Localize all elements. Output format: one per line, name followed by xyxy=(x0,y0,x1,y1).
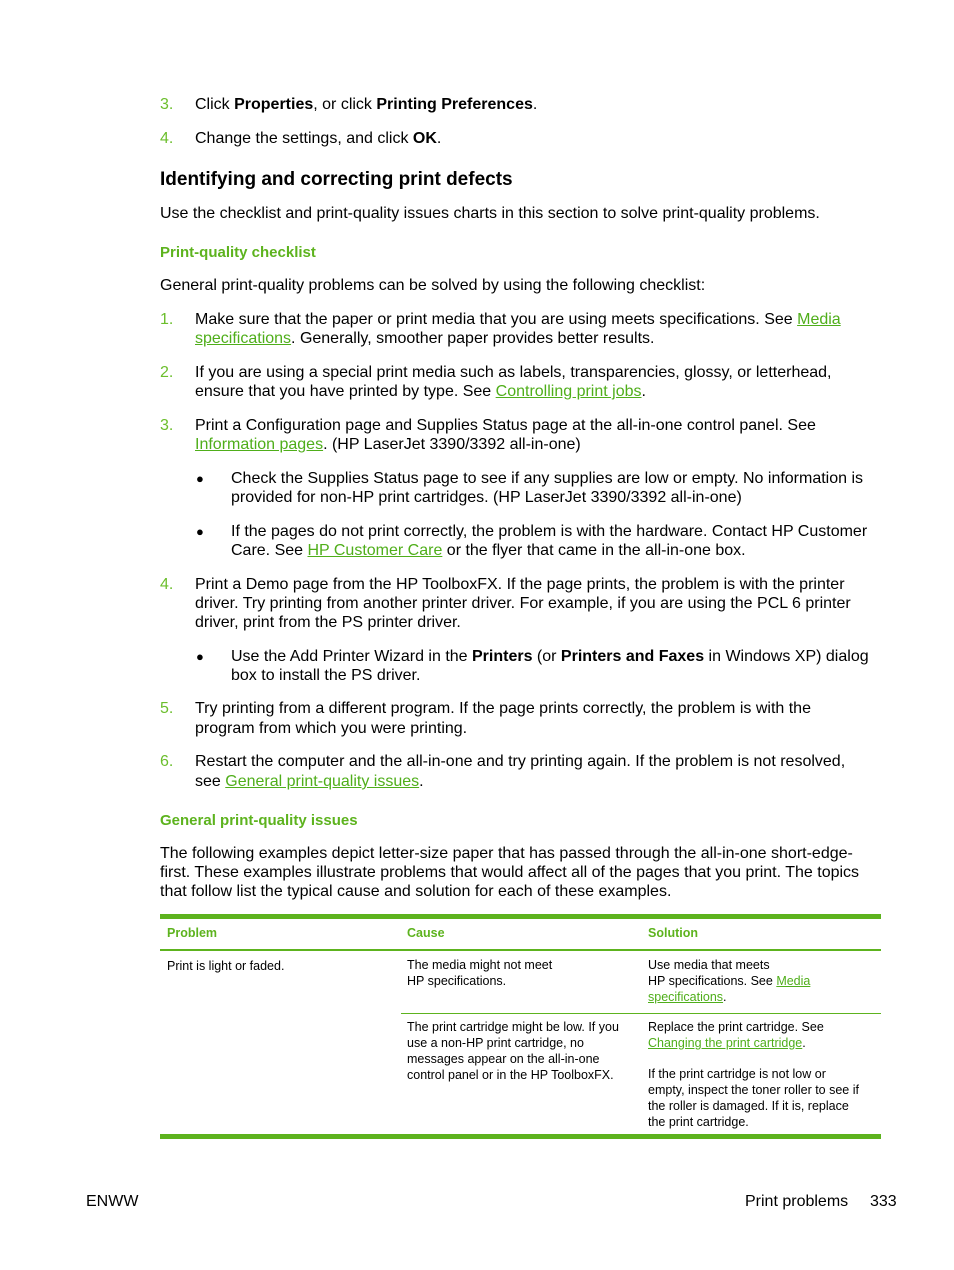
list-text: ensure that you have printed by type. See xyxy=(195,383,496,400)
cell-line: HP specifications. xyxy=(407,974,507,988)
bullet-text: (or xyxy=(532,648,561,665)
table-top-rule xyxy=(160,914,881,919)
general-print-quality-issues-link[interactable]: General print-quality issues xyxy=(225,773,420,790)
cell-text: HP specifications. See xyxy=(648,974,777,988)
ui-term: Printers xyxy=(472,648,533,665)
list-item-line: If you are using a special print media such as labels, transparencies, glossy, or letterhead, xyxy=(195,364,832,381)
media-specifications-link[interactable]: Media xyxy=(797,311,841,328)
list-number: 5. xyxy=(160,700,174,717)
cell-line: the print cartridge. xyxy=(648,1115,749,1129)
list-text: . xyxy=(419,773,424,790)
issues-title: General print-quality issues xyxy=(160,812,358,829)
cell-line: use a non-HP print cartridge, no xyxy=(407,1036,584,1050)
bullet-text: Care. See xyxy=(231,542,308,559)
page-number: 333 xyxy=(870,1193,897,1210)
checklist-intro: General print-quality problems can be solved by using the following checklist: xyxy=(160,277,706,294)
ui-term: Printers and Faxes xyxy=(560,648,705,665)
table-header-cause: Cause xyxy=(407,926,445,940)
table-header-solution: Solution xyxy=(648,926,698,940)
controlling-print-jobs-link[interactable]: Controlling print jobs xyxy=(495,383,642,400)
section-intro: Use the checklist and print-quality issues charts in this section to solve print-quality problems. xyxy=(160,205,820,222)
step-text xyxy=(195,129,441,148)
table-cell-cause xyxy=(407,957,552,989)
list-item-line: Print a Configuration page and Supplies Status page at the all-in-one control panel. See xyxy=(195,417,816,434)
step-number: 4. xyxy=(160,130,174,147)
bullet-text: Use the Add Printer Wizard in the xyxy=(231,648,472,665)
list-number: 1. xyxy=(160,311,174,328)
checklist-title: Print-quality checklist xyxy=(160,244,316,261)
table-cell-problem: Print is light or faded. xyxy=(167,959,285,973)
issues-paragraph-line: first. These examples illustrate problems that would affect all of the pages that you print. The topics xyxy=(160,864,860,881)
cell-line: empty, inspect the toner roller to see if xyxy=(648,1083,859,1097)
step-text xyxy=(195,95,537,114)
bullet-line xyxy=(231,647,869,666)
footer-section: Print problems xyxy=(745,1193,849,1210)
list-text: . xyxy=(641,383,646,400)
issues-paragraph-line: that follow list the typical cause and solution for each of these examples. xyxy=(160,883,672,900)
issues-paragraph-line: The following examples depict letter-size paper that has passed through the all-in-one short-edge- xyxy=(160,845,853,862)
list-item-line: driver. Try printing from another printer driver. For example, if you are using the PCL 6 printer xyxy=(195,595,851,612)
bullet-line xyxy=(231,541,746,560)
cell-line xyxy=(648,1035,859,1051)
list-text: Make sure that the paper or print media that you are using meets specifications. See xyxy=(195,311,798,328)
media-specifications-link[interactable]: Media xyxy=(776,974,811,988)
list-item-line xyxy=(195,310,841,329)
list-number: 2. xyxy=(160,364,174,381)
bullet-line: If the pages do not print correctly, the problem is with the hardware. Contact HP Customer xyxy=(231,523,868,540)
cell-line: Use media that meets xyxy=(648,958,770,972)
step-text-part: . xyxy=(436,130,442,147)
table-header-rule xyxy=(160,949,881,951)
cell-line xyxy=(648,989,810,1005)
bullet-icon: ● xyxy=(196,524,204,539)
list-item-line: Try printing from a different program. If the page prints correctly, the problem is with the xyxy=(195,700,811,717)
table-cell-solution xyxy=(648,1019,859,1130)
list-item-line: program from which you were printing. xyxy=(195,720,468,737)
media-specifications-link[interactable]: specifications xyxy=(648,990,724,1004)
information-pages-link[interactable]: Information pages xyxy=(195,436,324,453)
section-title: Identifying and correcting print defects xyxy=(160,169,513,190)
list-item-line xyxy=(195,435,581,454)
media-specifications-link[interactable]: specifications xyxy=(195,330,292,347)
bullet-text: or the flyer that came in the all-in-one box. xyxy=(442,542,746,559)
list-text: . Generally, smoother paper provides better results. xyxy=(291,330,655,347)
list-text: . (HP LaserJet 3390/3392 all-in-one) xyxy=(323,436,581,453)
list-text: see xyxy=(195,773,226,790)
list-item-line: driver, print from the PS printer driver. xyxy=(195,614,461,631)
cell-line: The print cartridge might be low. If you xyxy=(407,1020,619,1034)
cell-line xyxy=(648,973,810,989)
step-number: 3. xyxy=(160,96,174,113)
step-text-part: Change the settings, and click xyxy=(195,130,413,147)
list-item-line: Restart the computer and the all-in-one and try printing again. If the problem is not resolved, xyxy=(195,753,846,770)
cell-spacer xyxy=(648,1051,859,1066)
changing-print-cartridge-link[interactable]: Changing the print cartridge xyxy=(648,1036,803,1050)
cell-line: Replace the print cartridge. See xyxy=(648,1020,824,1034)
table-header-problem: Problem xyxy=(167,926,218,940)
table-row-divider xyxy=(401,1013,881,1014)
list-number: 3. xyxy=(160,417,174,434)
cell-line: control panel or in the HP ToolboxFX. xyxy=(407,1068,614,1082)
bullet-icon: ● xyxy=(196,471,204,486)
bullet-icon: ● xyxy=(196,649,204,664)
bullet-line: box to install the PS driver. xyxy=(231,667,421,684)
cell-text: . xyxy=(802,1036,806,1050)
bullet-line: provided for non-HP print cartridges. (HP LaserJet 3390/3392 all-in-one) xyxy=(231,489,742,506)
list-item-line: Print a Demo page from the HP ToolboxFX. If the page prints, the problem is with the printer xyxy=(195,576,845,593)
ui-term: Printing Preferences xyxy=(376,96,533,113)
step-text-part: Click xyxy=(195,96,235,113)
cell-text: . xyxy=(723,990,727,1004)
cell-line: If the print cartridge is not low or xyxy=(648,1067,826,1081)
ui-term: OK xyxy=(412,130,437,147)
list-item-line xyxy=(195,382,646,401)
table-cell-cause xyxy=(407,1019,619,1083)
cell-line: The media might not meet xyxy=(407,958,553,972)
cell-line: the roller is damaged. If it is, replace xyxy=(648,1099,849,1113)
step-text-part: , or click xyxy=(313,96,377,113)
hp-customer-care-link[interactable]: HP Customer Care xyxy=(307,542,443,559)
list-item-line xyxy=(195,772,424,791)
table-bottom-rule xyxy=(160,1134,881,1139)
footer-left: ENWW xyxy=(86,1193,139,1210)
bullet-text: in Windows XP) dialog xyxy=(704,648,869,665)
cell-line: messages appear on the all-in-one xyxy=(407,1052,600,1066)
list-item-line xyxy=(195,329,654,348)
list-number: 6. xyxy=(160,753,174,770)
list-number: 4. xyxy=(160,576,174,593)
bullet-line: Check the Supplies Status page to see if any supplies are low or empty. No information is xyxy=(231,470,864,487)
ui-term: Properties xyxy=(234,96,314,113)
step-text-part: . xyxy=(532,96,538,113)
table-cell-solution xyxy=(648,957,810,1005)
